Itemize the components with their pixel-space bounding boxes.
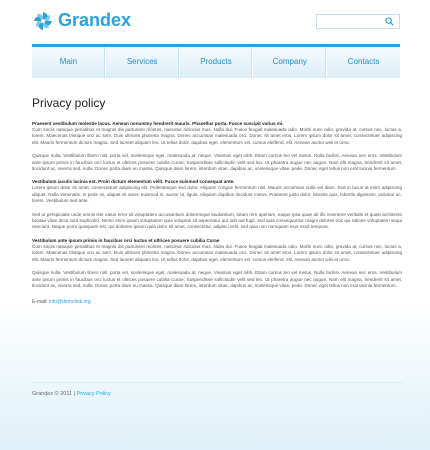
footer [32,382,402,397]
page-title: Privacy policy [32,96,106,110]
nav-item-company[interactable]: Company [253,47,327,78]
email-link[interactable]: info@demolink.org [48,299,91,306]
main-content [32,96,402,305]
header [0,0,430,44]
email-line [32,299,402,305]
section-heading: Praesent vestibulum molestie lacus. Aenean nonummy hendrerit mauris. Phasellus porta. Fusce suscipit varius mi. [32,121,284,126]
nav-item-main[interactable]: Main [32,47,106,78]
policy-section [32,270,402,289]
footer-copyright: Grandex © 2011 [32,391,73,397]
policy-section [32,121,402,146]
main-nav [32,44,400,78]
section-paragraph: Lorem ipsum dolor sit amet, consectetuer adipiscing elit. Pellentesque sed dolor. Aliquam congue fermentum nisl. Mauris accumsan nulla vel diam. Sed in lacus ut enim adipiscing aliquet. Nulla venenatis. In pede mi, aliquet sit amet, euismod in, auctor ut, ligula. Aliquam dapibus tincidunt metus. Praesent justo dolor, lobortis quis, lobortis dignissim, pulvinar ac, lorem. Vestibulum sed ante. [32,185,402,204]
footer-privacy-link[interactable]: Privacy Policy [76,391,111,397]
search-box [316,14,400,29]
nav-item-services[interactable]: Services [106,47,180,78]
section-paragraph: Quisque nulla. Vestibulum libero nisl, porta vel, scelerisque eget, malesuada at, neque. Vivamus eget nibh. Etiam cursus leo vel metus. Nulla facilisi. Aenean nec eros. Vestibulum ante ipsum primis in faucibus orci luctus et ultrices posuere cubilia Curae; Suspendisse sollicitudin velit sed leo. Ut pharetra augue nec augue. Nam elit magna, hendrerit sit amet, tincidunt ac, viverra sed, nulla. Donec porta diam eu massa. Quisque diam lorem, interdum vitae, dapibus ac, scelerisque vitae, pede. Donec eget tellus non erat lacinia fermentum. [32,270,402,288]
section-paragraph: Sed ut perspiciatis unde omnis iste natus error sit voluptatem accusantium doloremque laudantium, totam rem aperiam, eaque ipsa quae ab illo inventore veritatis et quasi architecto beatae vitae dicta sunt explicabo. Nemo enim ipsam voluptatem quia voluptas sit aspernatur aut odit aut fugit, sed quia consequuntur magni dolores eos qui ratione voluptatem sequi nesciunt. Neque porro quisquam est, qui dolorem ipsum quia dolor sit amet, consectetur, adipisci velit, sed quia non numquam eius modi tempora. [32,211,402,230]
search-icon[interactable] [385,17,394,26]
search-input[interactable] [317,21,385,33]
logo[interactable] [33,10,131,31]
section-paragraph: Cum sociis natoque penatibus et magnis dis parturient montes, nascetur ridiculus mus. Nulla dui. Fusce feugiat malesuada odio. Morbi nunc odio, gravida at, cursus nec, luctus a, lorem. Maecenas tristique orci ac sem. Duis ultricies pharetra magna. Donec accumsan malesuada orci. Donec sit amet eros. Lorem ipsum dolor sit amet, consectetuer adipiscing elit. Mauris fermentum dictum magna. Sed laoreet aliquam leo. Ut tellus dolor, dapibus eget, elementum vel, cursus eleifend, elit. Aenean auctor wisi et urna. [32,243,402,262]
policy-section [32,179,402,204]
section-paragraph: Quisque nulla. Vestibulum libero nisl, porta vel, scelerisque eget, malesuada at, neque. Vivamus eget nibh. Etiam cursus leo vel metus. Nulla facilisi. Aenean nec eros. Vestibulum ante ipsum primis in faucibus orci luctus et ultrices posuere cubilia Curae; Suspendisse sollicitudin velit sed leo. Ut pharetra augue nec augue. Nam elit magna, hendrerit sit amet, tincidunt ac, viverra sed, nulla. Donec porta diam eu massa. Quisque diam lorem, interdum vitae, dapibus ac, scelerisque vitae, pede. Donec eget tellus non erat lacinia fermentum. [32,153,402,172]
nav-item-contacts[interactable]: Contacts [347,57,380,66]
pinwheel-logo-icon [33,11,53,31]
section-heading: Vestibulum ante ipsum primis in faucibus orci luctus et ultrices posuere cubilia Curae [32,237,220,243]
nav-item-products[interactable]: Products [180,47,254,78]
section-heading: Vestibulum iaculis lacinia est. Proin dictum elementum velit. Fusce euismod consequat ante. [32,179,235,185]
section-paragraph: Cum sociis natoque penatibus et magnis dis parturient montes, nascetur ridiculus mus. Nulla dui. Fusce feugiat malesuada odio. Morbi nunc odio, gravida at, cursus nec, luctus a, lorem. Maecenas tristique orci ac sem. Duis ultricies pharetra magna. Donec accumsan malesuada orci. Donec sit amet eros. Lorem ipsum dolor sit amet, consectetuer adipiscing elit. Mauris fermentum dictum magna. Sed laoreet aliquam leo. Ut tellus dolor, dapibus eget, elementum vel, cursus eleifend, elit. Aenean auctor wisi et urna. [32,127,402,145]
policy-section [32,212,402,231]
policy-section [32,153,402,172]
email-label: E-mail: [32,299,48,306]
policy-section [32,238,402,263]
brand-name: Grandex [58,10,132,30]
footer-separator: | [73,391,75,397]
